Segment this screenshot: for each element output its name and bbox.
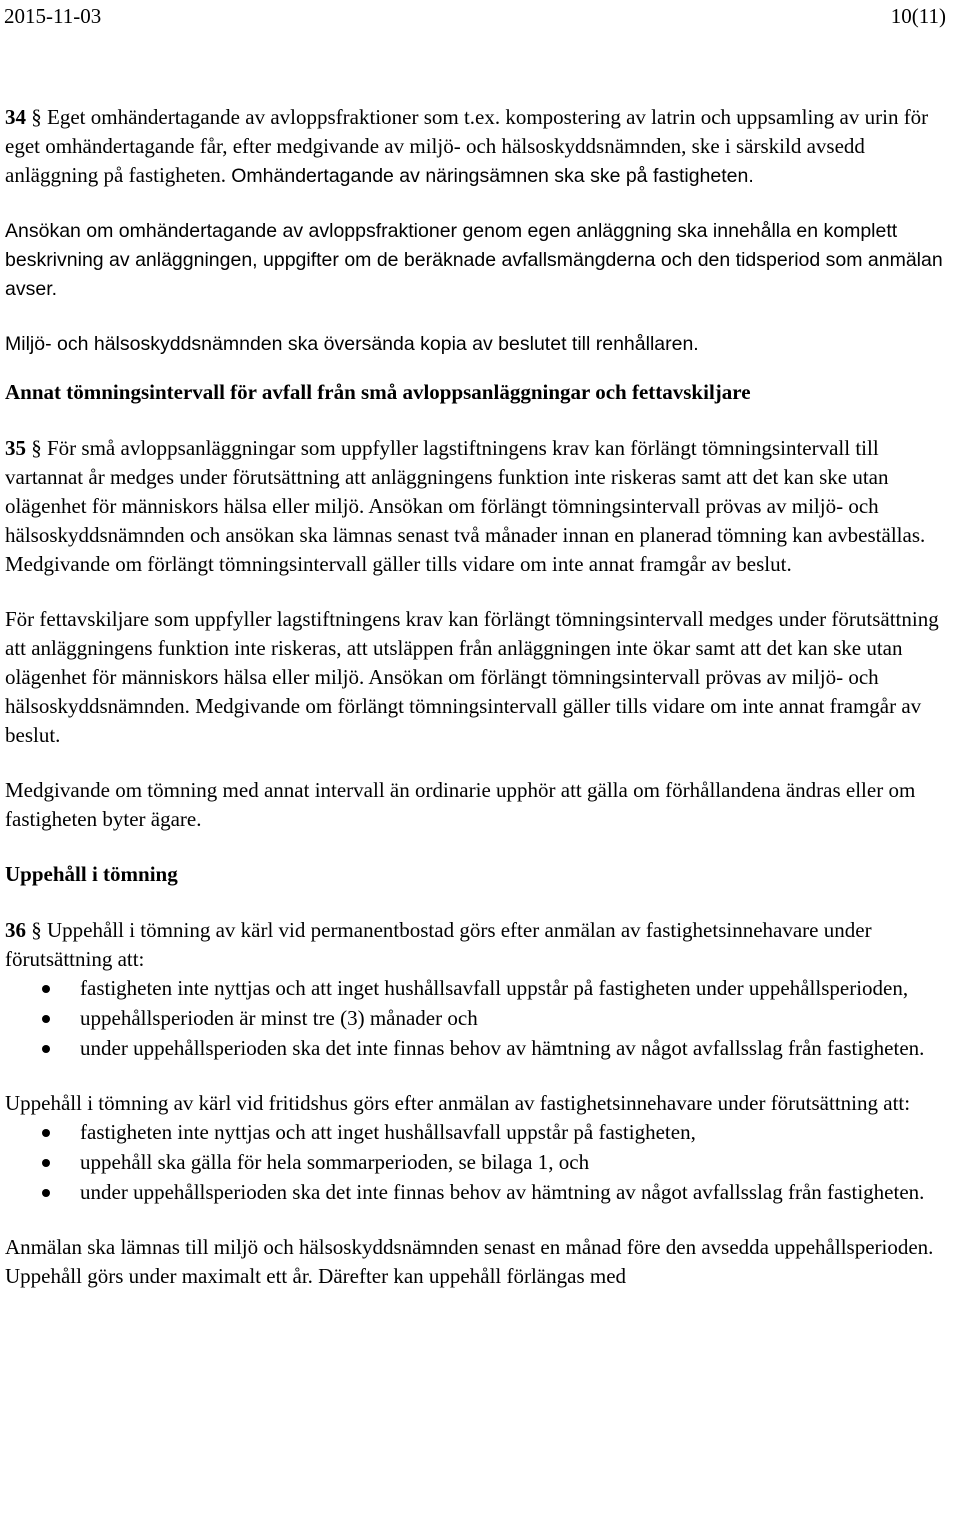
anmalan-paragraph: Anmälan ska lämnas till miljö och hälsoskyddsnämnden senast en månad före den avsedda uppehållsperioden. Uppehåll görs under maximalt ett år. Därefter kan uppehåll förlängas med <box>5 1235 934 1288</box>
permanentbostad-conditions-list <box>5 974 950 1063</box>
list-item: fastigheten inte nyttjas och att inget hushållsavfall uppstår på fastigheten, <box>5 1118 950 1147</box>
section-36-paragraph <box>5 916 950 974</box>
fettavskiljare-paragraph: För fettavskiljare som uppfyller lagstiftningens krav kan förlängt tömningsintervall medges under förutsättning att anläggningens funktion inte riskeras, att utsläppen från anläggningen inte ökar samt att det kan ske utan olägenhet för människors hälsa eller miljö. Ansökan om förlängt tömningsintervall prövas av miljö- och hälsoskyddsnämnden. Medgivande om förlängt tömningsintervall gäller tills vidare om inte annat framgår av beslut. <box>5 607 939 747</box>
section-35-paragraph <box>5 434 950 579</box>
section-36-number: 36 <box>5 918 26 942</box>
section-34-number: 34 <box>5 105 26 129</box>
section-35-number: 35 <box>5 436 26 460</box>
list-item: under uppehållsperioden ska det inte finnas behov av hämtning av något avfallsslag från fastigheten. <box>5 1034 950 1063</box>
heading-uppehall-i-tomning: Uppehåll i tömning <box>5 862 178 886</box>
medgivande-paragraph: Medgivande om tömning med annat intervall än ordinarie upphör att gälla om förhållandena ändras eller om fastigheten byter ägare. <box>5 778 916 831</box>
list-item: fastigheten inte nyttjas och att inget hushållsavfall uppstår på fastigheten under uppehållsperioden, <box>5 974 950 1003</box>
section-36-text: Uppehåll i tömning av kärl vid permanentbostad görs efter anmälan av fastighetsinnehavare under förutsättning att: <box>5 918 872 971</box>
list-item: under uppehållsperioden ska det inte finnas behov av hämtning av något avfallsslag från fastigheten. <box>5 1178 950 1207</box>
section-sign-icon: § <box>31 436 42 460</box>
ansokan-paragraph: Ansökan om omhändertagande av avloppsfraktioner genom egen anläggning ska innehålla en komplett beskrivning av anläggningen, uppgifter om de beräknade avfallsmängderna och den tidsperiod som anmälan avser. <box>5 220 943 300</box>
fritidshus-paragraph: Uppehåll i tömning av kärl vid fritidshus görs efter anmälan av fastighetsinnehavare under förutsättning att: <box>5 1091 911 1115</box>
list-item: uppehållsperioden är minst tre (3) månader och <box>5 1004 950 1033</box>
heading-annat-tomningsintervall: Annat tömningsintervall för avfall från små avloppsanläggningar och fettavskiljare <box>5 380 751 404</box>
miljo-paragraph: Miljö- och hälsoskyddsnämnden ska översända kopia av beslutet till renhållaren. <box>5 333 699 355</box>
header-date: 2015-11-03 <box>4 4 102 28</box>
list-item: uppehåll ska gälla för hela sommarperioden, se bilaga 1, och <box>5 1148 950 1177</box>
fritidshus-conditions-list <box>5 1118 950 1207</box>
section-34-text-sans: Omhändertagande av näringsämnen ska ske på fastigheten. <box>231 165 754 187</box>
section-35-text: För små avloppsanläggningar som uppfyller lagstiftningens krav kan förlängt tömningsintervall till vartannat år medges under förutsättning att anläggningens funktion inte riskeras samt att det kan ske utan olägenhet för människors hälsa eller miljö. Ansökan om förlängt tömningsintervall prövas av miljö- och hälsoskyddsnämnden och ansökan ska lämnas senast två månader innan en planerad tömning kan avbeställas. Medgivande om förlängt tömningsintervall gäller tills vidare om inte annat framgår av beslut. <box>5 436 926 576</box>
section-sign-icon: § <box>31 105 42 129</box>
section-sign-icon: § <box>31 918 42 942</box>
page-header <box>4 2 946 32</box>
header-page-number: 10(11) <box>890 4 946 28</box>
document-body <box>5 103 950 1317</box>
section-34-paragraph <box>5 103 950 191</box>
section-34-text: Eget omhändertagande av avloppsfraktioner som t.ex. kompostering av latrin och uppsamling av urin för eget omhändertagande får, efter medgivande av miljö- och hälsoskyddsnämnden, ske i särskild avsedd anläggning på fastigheten. <box>5 105 929 187</box>
